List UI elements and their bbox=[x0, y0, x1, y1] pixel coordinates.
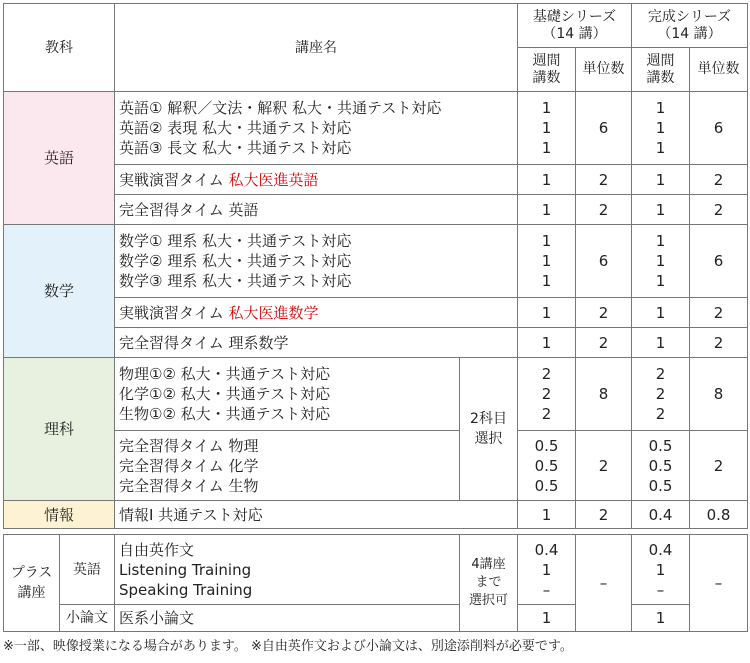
info-basic-credits: 2 bbox=[576, 501, 632, 529]
math-complete-weekly: 1 1 1 bbox=[632, 225, 690, 298]
header-complete-weekly: 週間 講数 bbox=[632, 48, 690, 92]
course-science-main: 物理①② 私大・共通テスト対応 化学①② 私大・共通テスト対応 生物①② 私大・共通テスト対応 bbox=[115, 358, 460, 431]
footnote: ※一部、映像授業になる場合があります。 ※自由英作文および小論文は、別途添削料が必要です。 bbox=[3, 639, 573, 654]
plus-essay-label: 小論文 bbox=[60, 605, 115, 632]
plus-label: プラス 講座 bbox=[4, 535, 60, 632]
math-practice-basic-weekly: 1 bbox=[518, 298, 576, 328]
plus-courses-table bbox=[3, 534, 748, 632]
science-mastery-complete-credits: 2 bbox=[690, 431, 748, 501]
science-selection-note: 2科目 選択 bbox=[460, 358, 518, 501]
plus-selection-note: 4講座 まで 選択可 bbox=[460, 535, 518, 632]
info-complete-weekly: 0.4 bbox=[632, 501, 690, 529]
english-practice-complete-weekly: 1 bbox=[632, 165, 690, 195]
math-basic-credits: 6 bbox=[576, 225, 632, 298]
course-info: 情報Ⅰ 共通テスト対応 bbox=[115, 501, 518, 529]
header-basic-credits: 単位数 bbox=[576, 48, 632, 92]
info-basic-weekly: 1 bbox=[518, 501, 576, 529]
subject-info: 情報 bbox=[4, 501, 115, 529]
english-practice-basic-credits: 2 bbox=[576, 165, 632, 195]
plus-essay-basic-weekly: 1 bbox=[518, 605, 576, 632]
english-mastery-basic-weekly: 1 bbox=[518, 195, 576, 225]
highlight-text: 私大医進英語 bbox=[228, 170, 319, 189]
course-english-practice: 実戦演習タイム 私大医進英語 bbox=[115, 165, 518, 195]
science-mastery-basic-weekly: 0.5 0.5 0.5 bbox=[518, 431, 576, 501]
plus-english-complete-weekly: 0.4 1 – bbox=[632, 535, 690, 605]
english-complete-credits: 6 bbox=[690, 92, 748, 165]
plus-essay-complete-weekly: 1 bbox=[632, 605, 690, 632]
header-complete-series: 完成シリーズ （14 講） bbox=[632, 4, 748, 48]
subject-math: 数学 bbox=[4, 225, 115, 358]
info-complete-credits: 0.8 bbox=[690, 501, 748, 529]
math-mastery-basic-credits: 2 bbox=[576, 328, 632, 358]
plus-complete-credits: – bbox=[690, 535, 748, 632]
plus-english-label: 英語 bbox=[60, 535, 115, 605]
math-mastery-basic-weekly: 1 bbox=[518, 328, 576, 358]
english-mastery-complete-weekly: 1 bbox=[632, 195, 690, 225]
course-math-mastery: 完全習得タイム 理系数学 bbox=[115, 328, 518, 358]
science-mastery-basic-credits: 2 bbox=[576, 431, 632, 501]
english-practice-basic-weekly: 1 bbox=[518, 165, 576, 195]
plus-essay-course: 医系小論文 bbox=[115, 605, 460, 632]
header-complete-credits: 単位数 bbox=[690, 48, 748, 92]
math-complete-credits: 6 bbox=[690, 225, 748, 298]
header-course: 講座名 bbox=[115, 4, 518, 92]
math-practice-complete-weekly: 1 bbox=[632, 298, 690, 328]
english-basic-credits: 6 bbox=[576, 92, 632, 165]
english-complete-weekly: 1 1 1 bbox=[632, 92, 690, 165]
header-subject: 教科 bbox=[4, 4, 115, 92]
subject-english: 英語 bbox=[4, 92, 115, 225]
science-complete-weekly: 2 2 2 bbox=[632, 358, 690, 431]
plus-english-basic-weekly: 0.4 1 – bbox=[518, 535, 576, 605]
science-mastery-complete-weekly: 0.5 0.5 0.5 bbox=[632, 431, 690, 501]
header-basic-weekly: 週間 講数 bbox=[518, 48, 576, 92]
course-science-mastery: 完全習得タイム 物理 完全習得タイム 化学 完全習得タイム 生物 bbox=[115, 431, 460, 501]
subject-science: 理科 bbox=[4, 358, 115, 501]
math-practice-complete-credits: 2 bbox=[690, 298, 748, 328]
english-basic-weekly: 1 1 1 bbox=[518, 92, 576, 165]
plus-basic-credits: – bbox=[576, 535, 632, 632]
course-math-main: 数学① 理系 私大・共通テスト対応 数学② 理系 私大・共通テスト対応 数学③ 理系 私大・共通テスト対応 bbox=[115, 225, 518, 298]
highlight-text: 私大医進数学 bbox=[228, 303, 319, 322]
course-english-mastery: 完全習得タイム 英語 bbox=[115, 195, 518, 225]
header-basic-series: 基礎シリーズ （14 講） bbox=[518, 4, 632, 48]
english-mastery-basic-credits: 2 bbox=[576, 195, 632, 225]
math-practice-basic-credits: 2 bbox=[576, 298, 632, 328]
english-practice-complete-credits: 2 bbox=[690, 165, 748, 195]
science-basic-weekly: 2 2 2 bbox=[518, 358, 576, 431]
english-mastery-complete-credits: 2 bbox=[690, 195, 748, 225]
math-mastery-complete-credits: 2 bbox=[690, 328, 748, 358]
curriculum-table bbox=[3, 3, 748, 529]
math-basic-weekly: 1 1 1 bbox=[518, 225, 576, 298]
math-mastery-complete-weekly: 1 bbox=[632, 328, 690, 358]
plus-english-courses: 自由英作文 Listening Training Speaking Training bbox=[115, 535, 460, 605]
science-complete-credits: 8 bbox=[690, 358, 748, 431]
course-english-main: 英語① 解釈／文法・解釈 私大・共通テスト対応 英語② 表現 私大・共通テスト対応 英語③ 長文 私大・共通テスト対応 bbox=[115, 92, 518, 165]
course-math-practice: 実戦演習タイム 私大医進数学 bbox=[115, 298, 518, 328]
science-basic-credits: 8 bbox=[576, 358, 632, 431]
